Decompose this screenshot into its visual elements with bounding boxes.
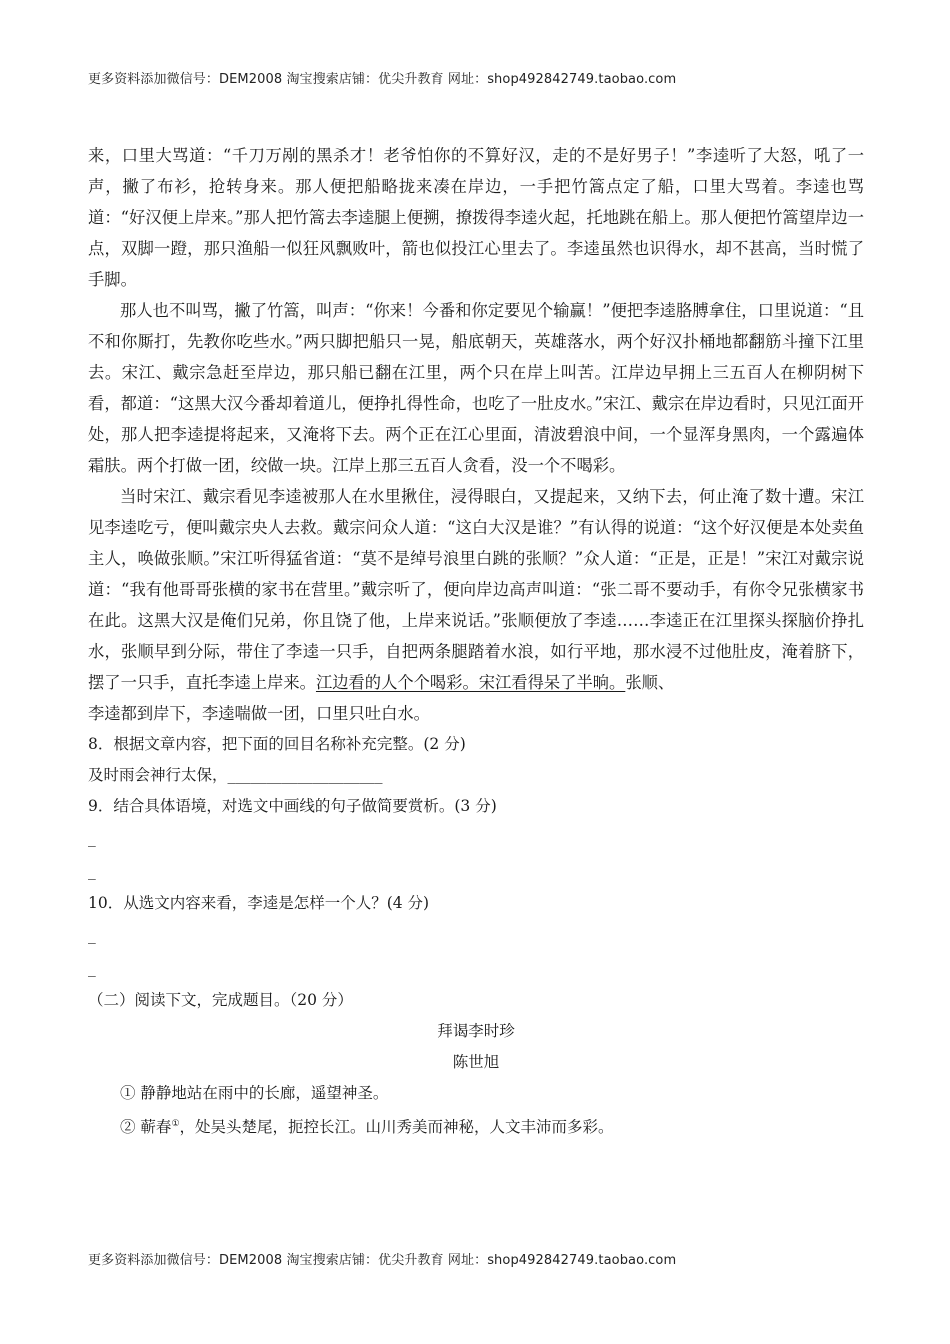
paragraph-3: [88, 481, 864, 698]
article-title: 拜谒李时珍: [437, 1022, 515, 1040]
question-8-blank: 及时雨会神行太保，____________________: [88, 766, 383, 784]
article-paragraph-2: [88, 1109, 864, 1143]
paragraph-3-continued: 李逵都到岸下，李逵喘做一团，口里只吐白水。: [88, 704, 430, 723]
question-10: 10．从选文内容来看，李逵是怎样一个人？(4 分): [88, 894, 430, 912]
answer-line: _: [88, 959, 96, 977]
page-footer: 更多资料添加微信号：DEM2008 淘宝搜索店铺：优尖升教育 网址：shop492842749.taobao.com: [88, 1253, 677, 1268]
paragraph-3-tail: 张顺、: [625, 673, 675, 692]
article-paragraph-1: ① 静静地站在雨中的长廊，遥望神圣。: [120, 1084, 389, 1102]
question-9: 9．结合具体语境，对选文中画线的句子做简要赏析。(3 分): [88, 797, 497, 815]
paragraph-1: 来，口里大骂道：“千刀万剐的黑杀才！老爷怕你的不算好汉，走的不是好男子！”李逵听了大怒，吼了一声，撇了布衫，抢转身来。那人便把船略拢来凑在岸边，一手把竹篙点定了船，口里大骂着。李逵也骂道：“好汉便上岸来。”那人把竹篙去李逵腿上便搠，撩拨得李逵火起，托地跳在船上。那人便把竹篙望岸边一点，双脚一蹬，那只渔船一似狂风飘败叶，箭也似投江心里去了。李逵虽然也识得水，却不甚高，当时慌了手脚。: [88, 146, 864, 289]
underlined-sentence: 江边看的人个个喝彩。宋江看得呆了半晌。: [315, 673, 626, 692]
page-header: 更多资料添加微信号：DEM2008 淘宝搜索店铺：优尖升教育 网址：shop492842749.taobao.com: [88, 72, 677, 87]
answer-line: _: [88, 862, 96, 880]
document-body: [88, 140, 864, 1143]
question-8: 8．根据文章内容，把下面的回目名称补充完整。(2 分): [88, 735, 466, 753]
answer-line: _: [88, 829, 96, 847]
section-heading: （二）阅读下文，完成题目。（20 分）: [88, 991, 353, 1009]
article-paragraph-2-start: ② 蕲春: [120, 1118, 172, 1136]
footnote-marker: ①: [171, 1119, 180, 1129]
answer-line: _: [88, 926, 96, 944]
paragraph-3-text: 当时宋江、戴宗看见李逵被那人在水里揪住，浸得眼白，又提起来，又纳下去，何止淹了数十遭。宋江见李逵吃亏，便叫戴宗央人去救。戴宗问众人道：“这白大汉是谁？”有认得的说道：“这个好汉便是本处卖鱼主人，唤做张顺。”宋江听得猛省道：“莫不是绰号浪里白跳的张顺？”众人道：“正是，正是！”宋江对戴宗说道：“我有他哥哥张横的家书在营里。”戴宗听了，便向岸边高声叫道：“张二哥不要动手，有你令兄张横家书在此。这黑大汉是俺们兄弟，你且饶了他，上岸来说话。”张顺便放了李逵……李逵正在江里探头探脑价挣扎 水，张顺早到分际，带住了李逵一只手，自把两条腿踏着水浪，如行平地，那水浸不过他肚皮，淹着脐下，摆了一只手，直托李逵上岸来。: [88, 487, 864, 692]
article-paragraph-2-rest: ，处吴头楚尾，扼控长江。山川秀美而神秘，人文丰沛而多彩。: [179, 1118, 614, 1136]
article-author: 陈世旭: [452, 1053, 500, 1071]
paragraph-2: 那人也不叫骂，撇了竹篙，叫声：“你来！今番和你定要见个输赢！”便把李逵胳膊拿住，口里说道：“且不和你厮打，先教你吃些水。”两只脚把船只一晃，船底朝天，英雄落水，两个好汉扑桶地都翻筋斗撞下江里去。宋江、戴宗急赶至岸边，那只船已翻在江里，两个只在岸上叫苦。江岸边早拥上三五百人在柳阴树下看，都道：“这黑大汉今番却着道儿，便挣扎得性命，也吃了一肚皮水。”宋江、戴宗在岸边看时，只见江面开处，那人把李逵提将起来，又淹将下去。两个正在江心里面，清波碧浪中间，一个显浑身黑肉，一个露遍体霜肤。两个打做一团，绞做一块。江岸上那三五百人贪看，没一个不喝彩。: [88, 301, 864, 475]
